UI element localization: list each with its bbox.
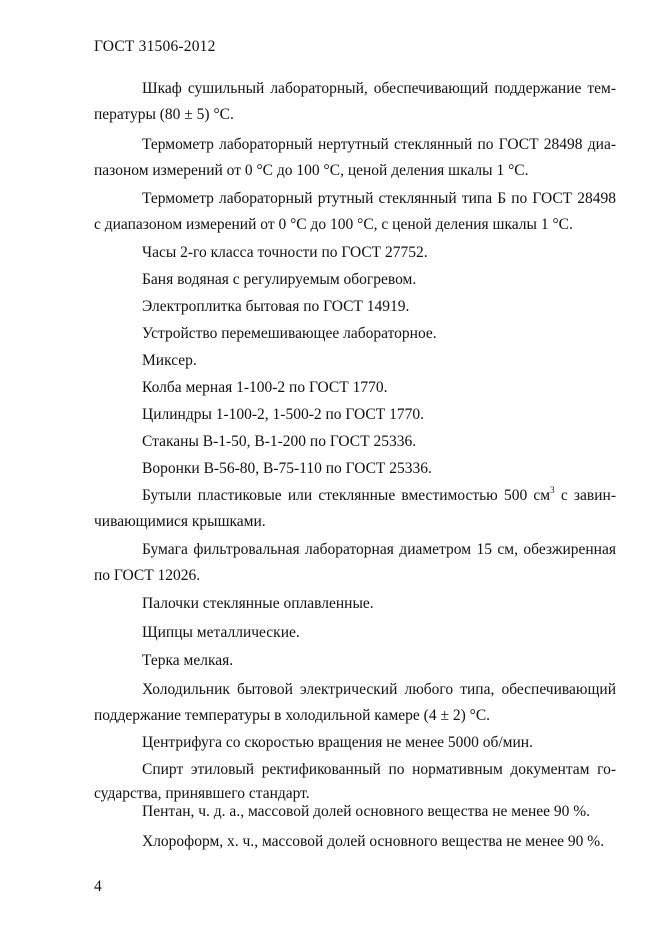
paragraph-thermometer-mercury bbox=[94, 186, 616, 238]
page-number: 4 bbox=[94, 878, 102, 895]
text-line: Воронки В-56-80, В-75-110 по ГОСТ 25336. bbox=[142, 460, 432, 477]
document-header: ГОСТ 31506-2012 bbox=[94, 38, 216, 55]
text-line: чивающимися крышками. bbox=[94, 513, 266, 530]
paragraph-refrigerator bbox=[94, 677, 616, 729]
paragraph-water-bath bbox=[94, 267, 616, 293]
paragraph-chloroform bbox=[94, 829, 616, 855]
paragraph-filter-paper bbox=[94, 537, 616, 589]
text-line: Цилиндры 1-100-2, 1-500-2 по ГОСТ 1770. bbox=[142, 406, 424, 423]
paragraph-centrifuge bbox=[94, 730, 616, 756]
paragraph-stirrer bbox=[94, 321, 616, 347]
paragraph-drying-cabinet bbox=[94, 76, 616, 128]
text-line: Миксер. bbox=[142, 352, 197, 369]
text-line: Щипцы металлические. bbox=[142, 624, 300, 641]
text-line: поддержание температуры в холодильной камере (4 ± 2) °С. bbox=[94, 707, 491, 724]
text-line: Терка мелкая. bbox=[142, 652, 234, 669]
text-line: Шкаф сушильный лабораторный, обеспечивающий поддержание тем- bbox=[142, 80, 616, 97]
paragraph-flask bbox=[94, 375, 616, 401]
text-line: Термометр лабораторный нертутный стеклянный по ГОСТ 28498 диа- bbox=[142, 136, 616, 153]
text-line: сударства, принявшего стандарт. bbox=[94, 785, 310, 802]
text-line: Колба мерная 1-100-2 по ГОСТ 1770. bbox=[142, 379, 388, 396]
paragraph-pentane bbox=[94, 799, 616, 825]
text-line: Термометр лабораторный ртутный стеклянный типа Б по ГОСТ 28498 bbox=[142, 190, 616, 207]
paragraph-funnels bbox=[94, 456, 616, 482]
text-line bbox=[94, 483, 616, 509]
text-line: с диапазоном измерений от 0 °С до 100 °С, с ценой деления шкалы 1 °С. bbox=[94, 216, 573, 233]
paragraph-thermometer-nonmercury bbox=[94, 132, 616, 184]
text-line: Центрифуга со скоростью вращения не менее 5000 об/мин. bbox=[142, 734, 533, 751]
paragraph-mixer bbox=[94, 348, 616, 374]
text-line: Стаканы В-1-50, В-1-200 по ГОСТ 25336. bbox=[142, 433, 417, 450]
text-line: Палочки стеклянные оплавленные. bbox=[142, 595, 374, 612]
paragraph-clock bbox=[94, 240, 616, 266]
text-line: Электроплитка бытовая по ГОСТ 14919. bbox=[142, 298, 410, 315]
text-line: Устройство перемешивающее лабораторное. bbox=[142, 325, 437, 342]
text-line: Пентан, ч. д. а., массовой долей основного вещества не менее 90 %. bbox=[142, 803, 591, 820]
paragraph-cylinders bbox=[94, 402, 616, 428]
text-line: пературы (80 ± 5) °С. bbox=[94, 106, 234, 123]
paragraph-bottles bbox=[94, 483, 616, 535]
paragraph-tongs bbox=[94, 620, 616, 646]
text-fragment: с завин- bbox=[554, 487, 617, 504]
text-line: Хлороформ, х. ч., массовой долей основного вещества не менее 90 %. bbox=[142, 833, 605, 850]
text-line: Спирт этиловый ректификованный по нормативным документам го- bbox=[142, 761, 616, 778]
paragraph-glass-rods bbox=[94, 591, 616, 617]
text-line: Холодильник бытовой электрический любого типа, обеспечивающий bbox=[142, 681, 616, 698]
paragraph-beakers bbox=[94, 429, 616, 455]
text-line: Часы 2-го класса точности по ГОСТ 27752. bbox=[142, 244, 428, 261]
text-fragment: Бутыли пластиковые или стеклянные вместимостью 500 см bbox=[142, 487, 551, 504]
text-line: Баня водяная с регулируемым обогревом. bbox=[142, 271, 417, 288]
text-line: по ГОСТ 12026. bbox=[94, 567, 201, 584]
paragraph-grater bbox=[94, 648, 616, 674]
text-line: Бумага фильтровальная лабораторная диаметром 15 см, обезжиренная bbox=[142, 541, 616, 558]
paragraph-hotplate bbox=[94, 294, 616, 320]
superscript: 3 bbox=[550, 485, 555, 495]
text-line: пазоном измерений от 0 °С до 100 °С, ценой деления шкалы 1 °С. bbox=[94, 162, 529, 179]
